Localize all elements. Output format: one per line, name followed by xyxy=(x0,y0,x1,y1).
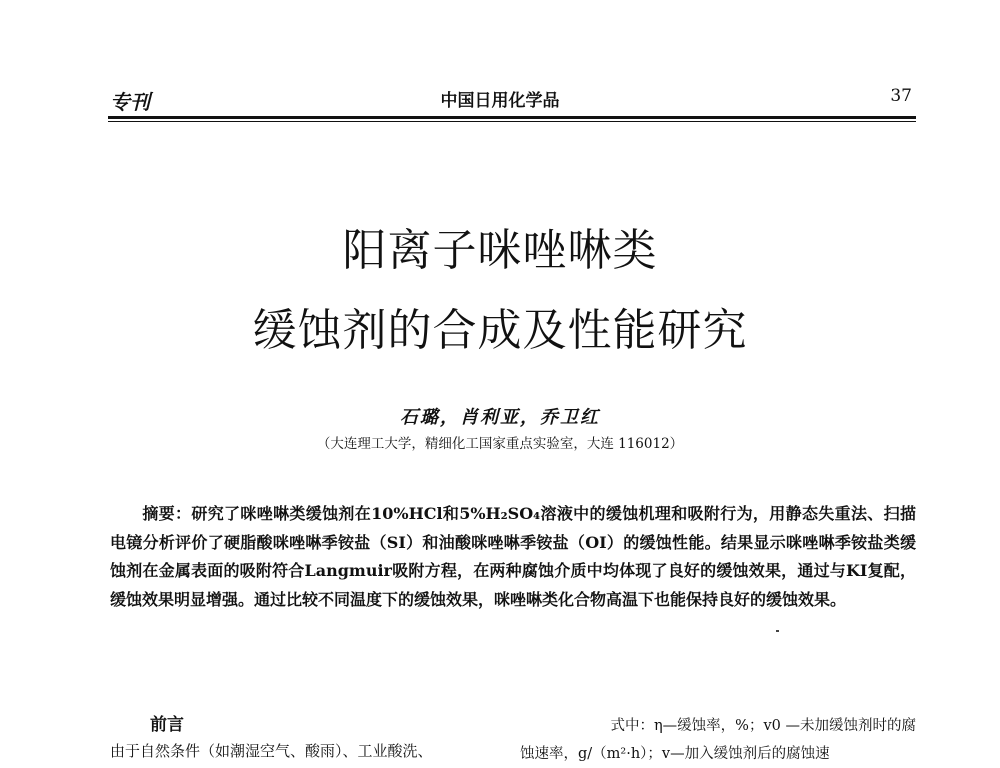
stray-mark xyxy=(776,630,779,632)
header-rule-thin xyxy=(108,121,916,122)
page-number: 37 xyxy=(890,86,912,106)
journal-name: 中国日用化学品 xyxy=(440,91,560,111)
journal-section-label: 专刊 xyxy=(110,90,150,114)
header-rule-thick xyxy=(108,116,916,119)
right-line-2: 蚀速率，g/（m²·h）；v—加入缓蚀剂后的腐蚀速 xyxy=(520,746,830,762)
abstract-label: 摘要： xyxy=(142,504,192,523)
section-title: 前言 xyxy=(150,715,184,735)
abstract xyxy=(110,500,916,614)
title-line-1: 阳离子咪唑啉类 xyxy=(342,225,658,276)
title-line-2: 缓蚀剂的合成及性能研究 xyxy=(252,305,748,356)
abstract-text: 研究了咪唑啉类缓蚀剂在10%HCl和5%H₂SO₄溶液中的缓蚀机理和吸附行为，用静态失重法、扫描电镜分析评价了硬脂酸咪唑啉季铵盐（SI）和油酸咪唑啉季铵盐（OI）的缓蚀性能。结果显示咪唑啉季铵盐类缓蚀剂在金属表面的吸附符合Langmuir吸附方程，在两种腐蚀介质中均体现了良好的缓蚀效果，通过与KI复配，缓蚀效果明显增强。通过比较不同温度下的缓蚀效果，咪唑啉类化合物高温下也能保持良好的缓蚀效果。 xyxy=(110,504,916,609)
affiliation: （大连理工大学，精细化工国家重点实验室，大连 116012） xyxy=(316,436,684,452)
right-line-1: 式中：η—缓蚀率，%；v0 —未加缓蚀剂时的腐 xyxy=(610,718,916,734)
section-left-text: 由于自然条件（如潮湿空气、酸雨）、工业酸洗、 xyxy=(110,742,433,760)
authors: 石璐，肖利亚，乔卫红 xyxy=(400,407,600,428)
